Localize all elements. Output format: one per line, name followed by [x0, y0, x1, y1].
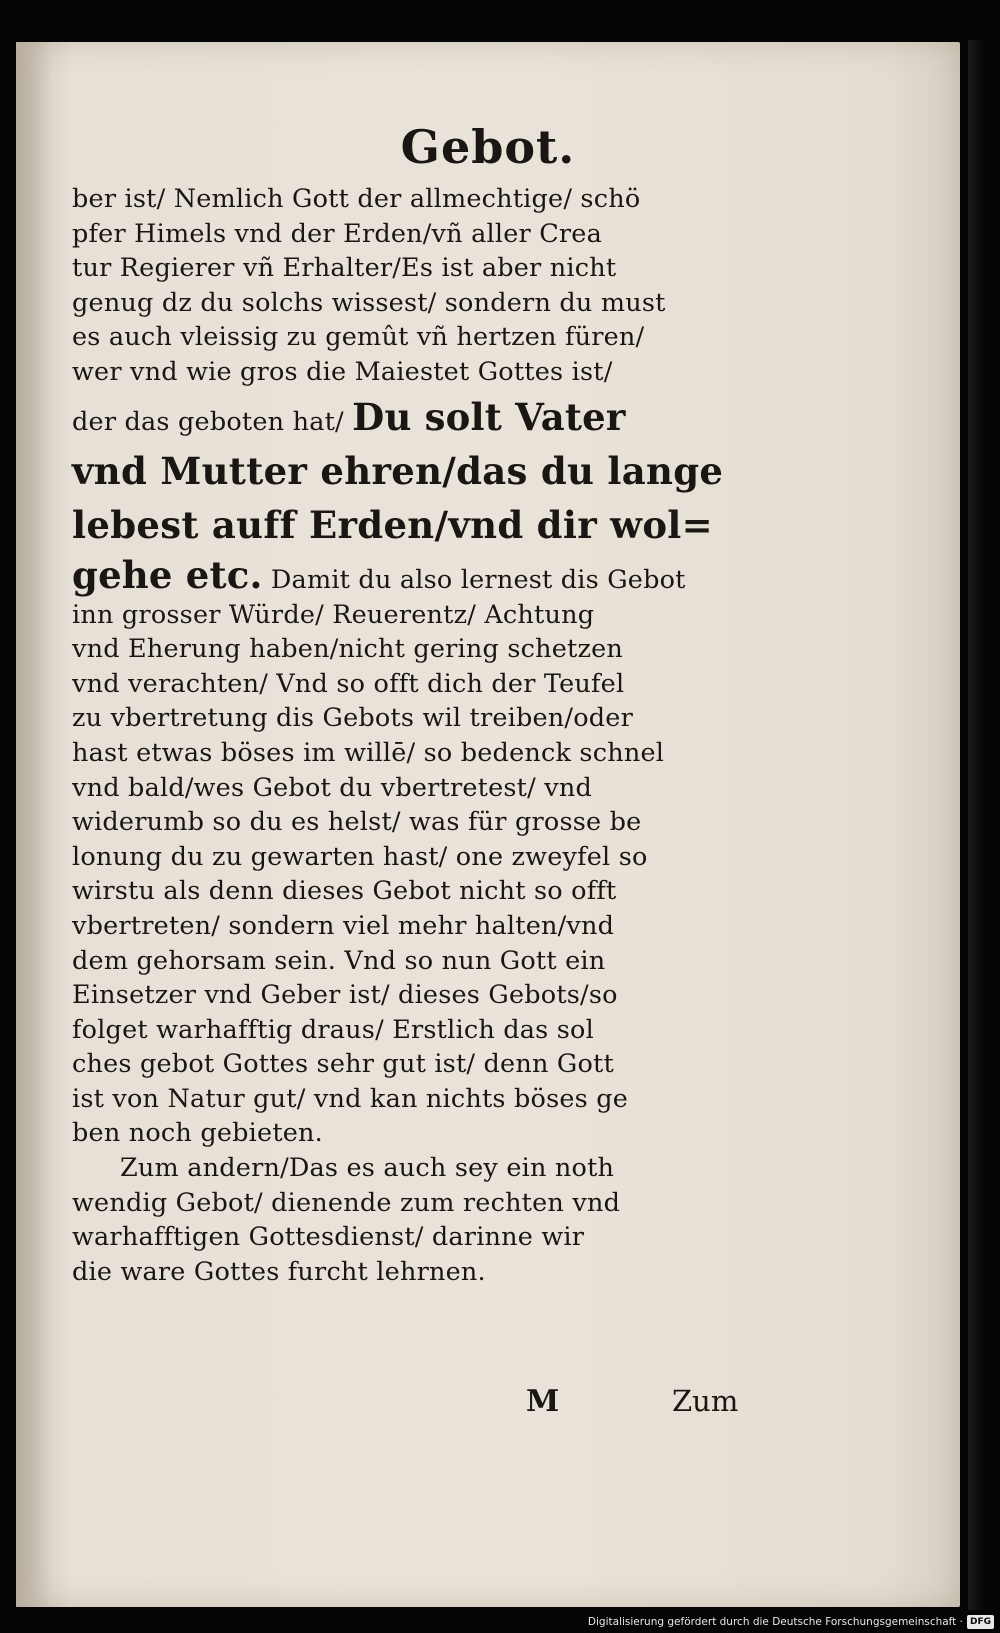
text-line-2: pfer Himels vnd der Erden/vñ aller Crea	[72, 218, 602, 249]
page-footer	[16, 1384, 960, 1428]
text-line-1: ber ist/ Nemlich Gott der allmechtige/ schö	[72, 184, 641, 214]
binding-gutter	[16, 42, 52, 1607]
text-line-7-emphasis: Du solt Vater	[352, 394, 626, 439]
text-line-3: tur Regierer vñ Erhalter/Es ist aber nicht	[72, 253, 617, 284]
text-block	[72, 182, 792, 1289]
digitization-credit	[588, 1615, 994, 1629]
text-line-4: genug dz du solchs wissest/ sondern du must	[72, 287, 666, 318]
text-line-27: Zum andern/Das es auch sey ein noth	[120, 1153, 615, 1184]
text-line-16: vnd bald/wes Gebot du vbertretest/ vnd	[72, 772, 592, 803]
text-line-11: inn grosser Würde/ Reuerentz/ Achtung	[72, 599, 595, 630]
text-line-10-emphasis: gehe etc.	[72, 552, 263, 597]
text-line-10-normal: Damit du also lernest dis Gebot	[270, 564, 686, 595]
text-line-12: vnd Eherung haben/nicht gering schetzen	[72, 634, 624, 665]
text-line-23: folget warhafftig draus/ Erstlich das sol	[72, 1014, 594, 1045]
book-page	[16, 42, 960, 1607]
text-line-7-normal: der das geboten hat/	[72, 406, 344, 437]
text-line-20: vbertreten/ sondern viel mehr halten/vnd	[72, 910, 615, 941]
text-line-8: vnd Mutter ehren/das du lange	[72, 448, 724, 493]
text-line-29: warhafftigen Gottesdienst/ darinne wir	[72, 1222, 585, 1253]
text-line-26: ben noch gebieten.	[72, 1118, 323, 1149]
text-line-30: die ware Gottes furcht lehrnen.	[72, 1256, 486, 1287]
text-line-18: lonung du zu gewarten hast/ one zweyfel so	[72, 841, 648, 872]
text-line-7	[72, 390, 792, 444]
text-line-14: zu vbertretung dis Gebots wil treiben/oder	[72, 703, 633, 734]
text-line-25: ist von Natur gut/ vnd kan nichts böses ge	[72, 1083, 629, 1114]
page-header: Gebot.	[400, 120, 576, 174]
text-line-6: wer vnd wie gros die Maiestet Gottes ist/	[72, 356, 613, 387]
text-line-24: ches gebot Gottes sehr gut ist/ denn Gott	[72, 1049, 614, 1080]
text-line-19: wirstu als denn dieses Gebot nicht so offt	[72, 876, 617, 907]
signature-mark: M	[526, 1384, 560, 1419]
page-edge-shadow	[968, 40, 986, 1610]
text-line-10	[72, 552, 792, 598]
text-line-28: wendig Gebot/ dienende zum rechten vnd	[72, 1187, 621, 1218]
text-line-13: vnd verachten/ Vnd so offt dich der Teufel	[72, 668, 625, 699]
text-line-22: Einsetzer vnd Geber ist/ dieses Gebots/so	[72, 980, 618, 1011]
text-line-15: hast etwas böses im willē/ so bedenck schnel	[72, 737, 665, 768]
text-line-5: es auch vleissig zu gemût vñ hertzen füren/	[72, 322, 645, 353]
dfg-logo-icon: DFG	[967, 1615, 994, 1629]
text-line-9: lebest auff Erden/vnd dir wol=	[72, 502, 713, 547]
text-line-21: dem gehorsam sein. Vnd so nun Gott ein	[72, 945, 606, 976]
text-line-17: widerumb so du es helst/ was für grosse be	[72, 807, 642, 838]
credit-text: Digitalisierung gefördert durch die Deutsche Forschungsgemeinschaft ·	[587, 1616, 963, 1628]
catchword: Zum	[672, 1384, 739, 1418]
